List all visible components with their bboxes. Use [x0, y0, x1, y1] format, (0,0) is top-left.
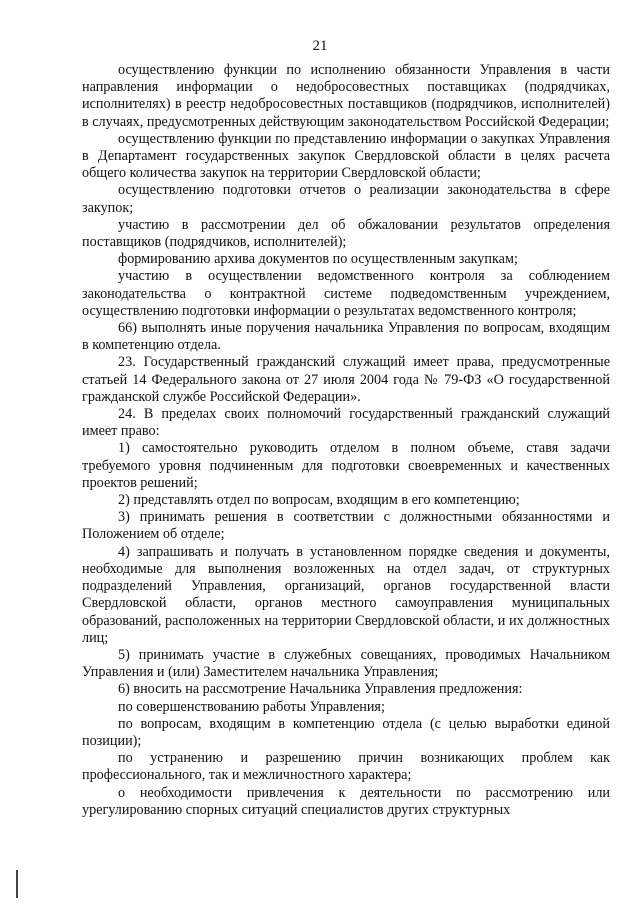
paragraph: по вопросам, входящим в компетенцию отдела (с целью выработки единой позиции);: [82, 715, 610, 749]
document-body: [82, 62, 610, 819]
paragraph: осуществлению функции по представлению информации о закупках Управления в Департамент государственных закупок Свердловской области в целях расчета общего количества закупок на территории Свердловской области;: [82, 130, 610, 182]
paragraph: 4) запрашивать и получать в установленном порядке сведения и документы, необходимые для выполнения возложенных на отдел задач, от структурных подразделений Управления, организаций, органов государственной власти Свердловской области, органов местного самоуправления муниципальных образований, расположенных на территории Свердловской области, и их должностных лиц;: [82, 543, 610, 646]
paragraph: о необходимости привлечения к деятельности по рассмотрению или урегулированию спорных ситуаций специалистов других структурных: [82, 784, 610, 818]
paragraph: по совершенствованию работы Управления;: [118, 698, 385, 715]
paragraph: 2) представлять отдел по вопросам, входящим в его компетенцию;: [118, 492, 520, 509]
paragraph: осуществлению функции по исполнению обязанности Управления в части направления информации о недобросовестных поставщиках (подрядчиках, исполнителях) в реестр недобросовестных поставщиков (подрядчиков, исполнителей) в случаях, предусмотренных действующим законодательством Российской Федерации;: [82, 62, 610, 130]
paragraph: 5) принимать участие в служебных совещаниях, проводимых Начальником Управления и (или) Заместителем начальника Управления;: [82, 646, 610, 681]
paragraph: по устранению и разрешению причин возникающих проблем как профессионального, так и межличностного характера;: [82, 750, 610, 784]
paragraph: 24. В пределах своих полномочий государственный гражданский служащий имеет право:: [82, 406, 610, 440]
paragraph: 23. Государственный гражданский служащий имеет права, предусмотренные статьей 14 Федерального закона от 27 июля 2004 года № 79-ФЗ «О государственной гражданской службе Российской Федерации».: [82, 354, 610, 405]
paragraph: 6) вносить на рассмотрение Начальника Управления предложения:: [118, 681, 523, 698]
paragraph: формированию архива документов по осуществленным закупкам;: [118, 251, 518, 268]
page-number: 21: [312, 38, 328, 54]
paragraph: участию в рассмотрении дел об обжаловании результатов определения поставщиков (подрядчиков, исполнителей);: [82, 216, 610, 251]
paragraph: 3) принимать решения в соответствии с должностными обязанностями и Положением об отделе;: [82, 509, 610, 543]
paragraph: осуществлению подготовки отчетов о реализации законодательства в сфере закупок;: [82, 182, 610, 216]
scan-margin-line: [16, 870, 18, 898]
paragraph: 66) выполнять иные поручения начальника Управления по вопросам, входящим в компетенцию отдела.: [82, 320, 610, 354]
paragraph: участию в осуществлении ведомственного контроля за соблюдением законодательства о контрактной системе подведомственным учреждением, осуществлению подготовки информации о результатах ведомственного контроля;: [82, 268, 610, 319]
paragraph: 1) самостоятельно руководить отделом в полном объеме, ставя задачи требуемого уровня подчиненным для подготовки своевременных и качественных проектов решений;: [82, 440, 610, 491]
